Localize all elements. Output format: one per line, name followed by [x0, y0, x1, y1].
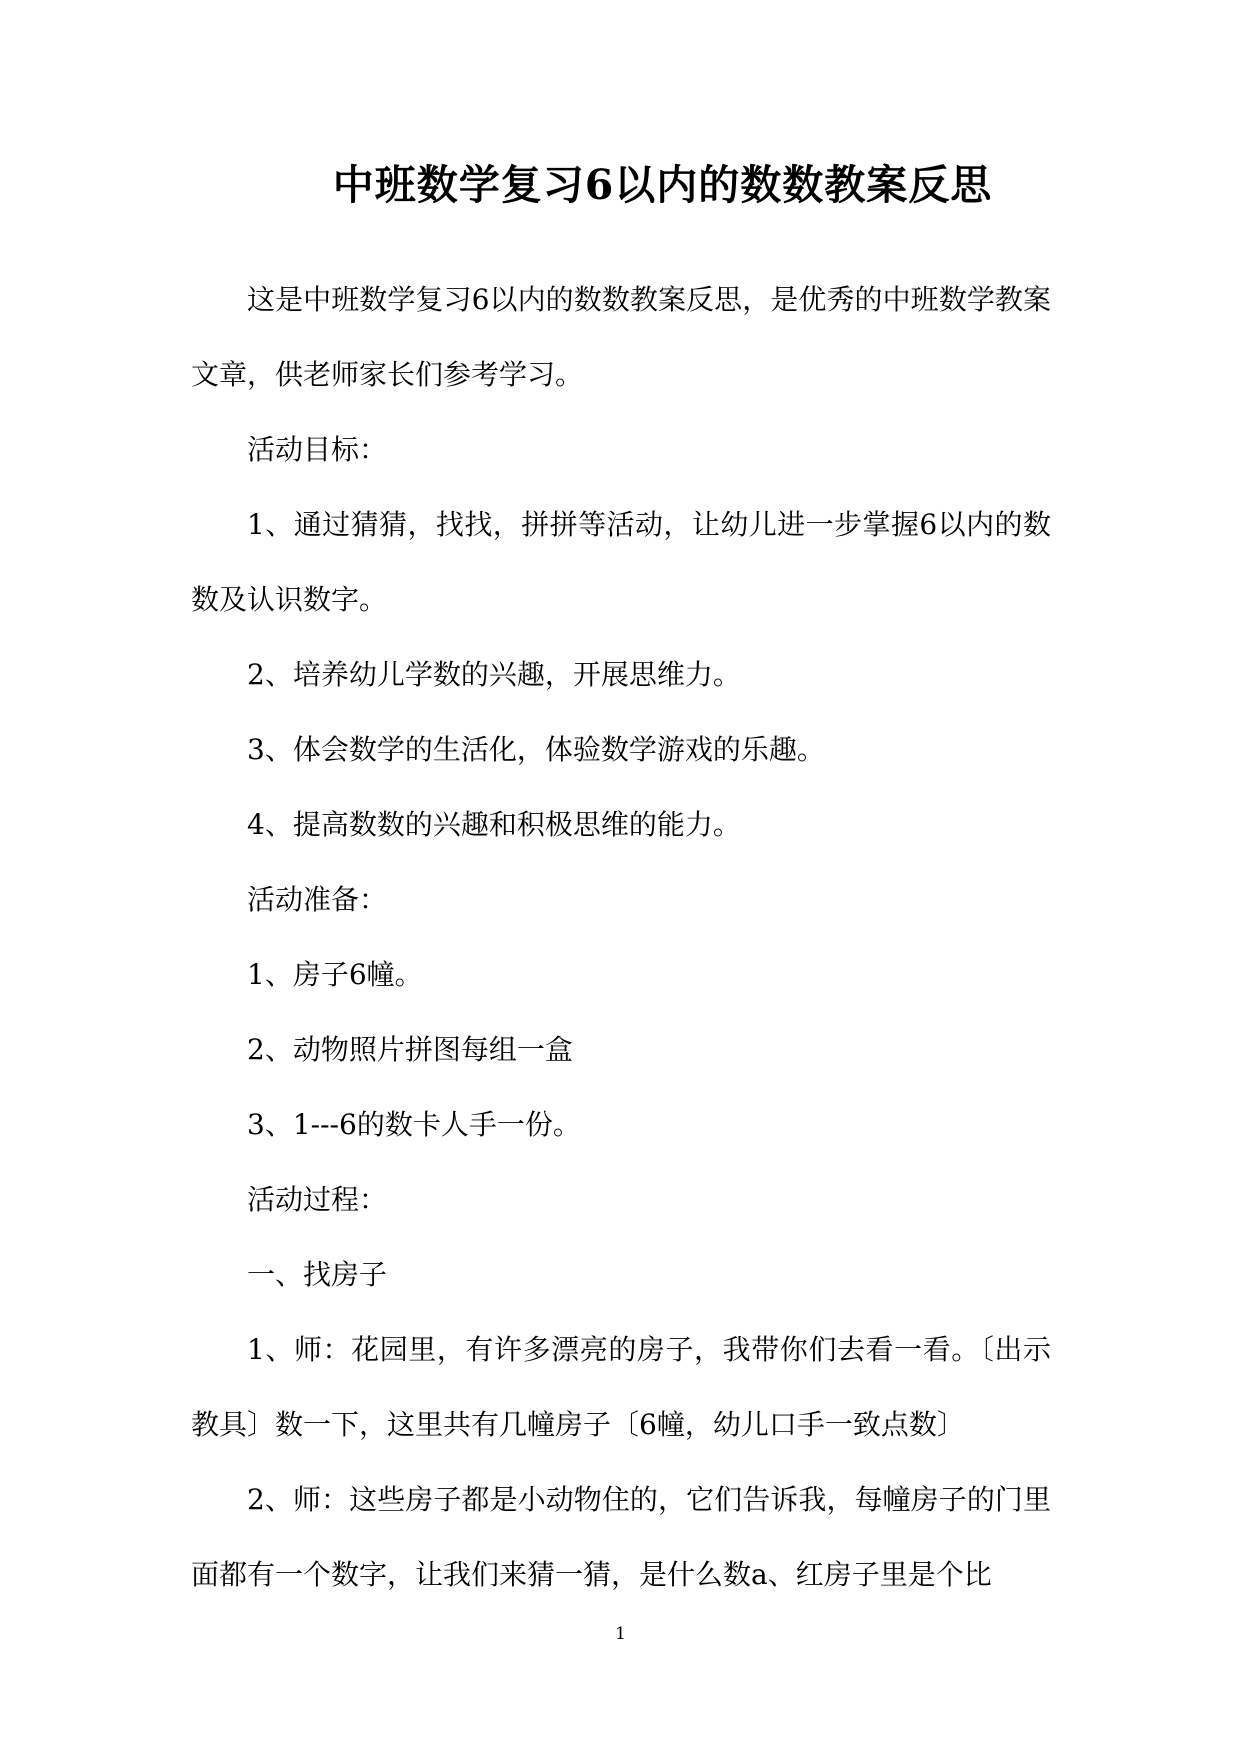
section-heading-goals: 活动目标： — [247, 433, 388, 466]
process-step: 1、师：花园里，有许多漂亮的房子，我带你们去看一看。〔出示教具〕数一下，这里共有几幢房子〔6幢，幼儿口手一致点数〕 — [191, 1333, 1051, 1441]
preparation-item: 2、动物照片拼图每组一盒 — [247, 1033, 573, 1066]
document-title: 中班数学复习6以内的数数教案反思 — [332, 161, 993, 209]
preparation-item: 1、房子6幢。 — [247, 958, 423, 991]
subsection-heading: 一、找房子 — [247, 1258, 388, 1291]
goal-item: 2、培养幼儿学数的兴趣，开展思维力。 — [247, 658, 741, 691]
process-step: 2、师：这些房子都是小动物住的，它们告诉我，每幢房子的门里面都有一个数字，让我们来猜一猜，是什么数a、红房子里是个比 — [191, 1483, 1051, 1591]
goal-item: 3、体会数学的生活化，体验数学游戏的乐趣。 — [247, 733, 825, 766]
document-body — [191, 262, 1051, 1612]
goal-item: 1、通过猜猜，找找，拼拼等活动，让幼儿进一步掌握6以内的数数及认识数字。 — [191, 508, 1051, 616]
intro-paragraph: 这是中班数学复习6以内的数数教案反思，是优秀的中班数学教案文章，供老师家长们参考学习。 — [191, 283, 1051, 391]
preparation-item: 3、1---6的数卡人手一份。 — [247, 1108, 581, 1141]
page-number: 1 — [615, 1624, 626, 1644]
section-heading-process: 活动过程： — [247, 1183, 388, 1216]
section-heading-preparation: 活动准备： — [247, 883, 388, 916]
goal-item: 4、提高数数的兴趣和积极思维的能力。 — [247, 808, 741, 841]
